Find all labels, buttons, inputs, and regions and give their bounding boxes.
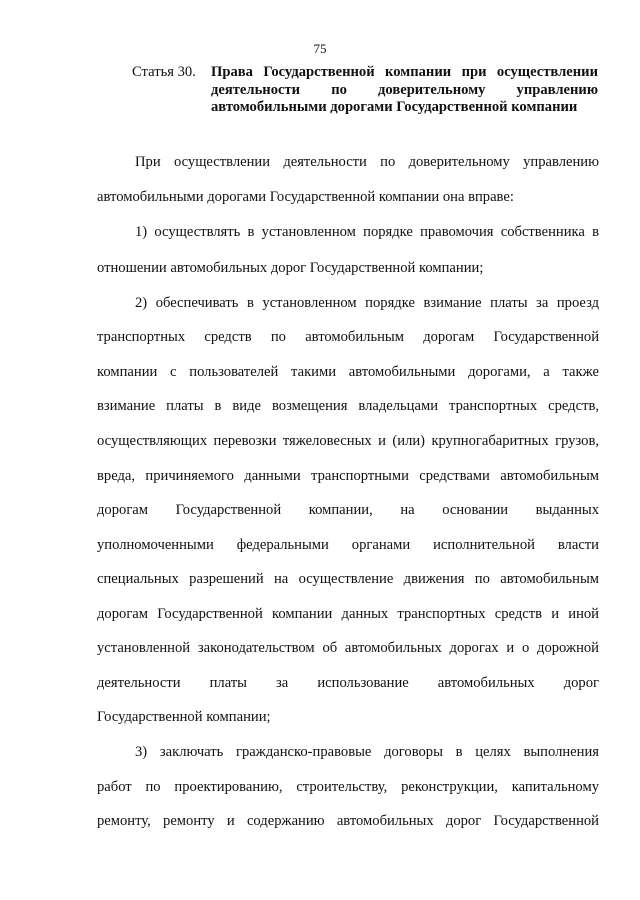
item-3-line: ремонту, ремонту и содержанию автомобильных дорог Государственной (97, 813, 599, 829)
item-1-line: отношении автомобильных дорог Государственной компании; (97, 260, 484, 276)
item-2-line: специальных разрешений на осуществление движения по автомобильным (97, 571, 599, 587)
item-1-line: 1) осуществлять в установленном порядке правомочия собственника в (135, 224, 599, 240)
item-2-line: осуществляющих перевозки тяжеловесных и (или) крупногабаритных грузов, (97, 433, 599, 449)
intro-paragraph-line: При осуществлении деятельности по доверительному управлению (135, 154, 599, 170)
item-2-line: взимание платы в виде возмещения владельцами транспортных средств, (97, 398, 599, 414)
article-title-line: автомобильными дорогами Государственной компании (211, 99, 578, 115)
article-number: Статья 30. (132, 64, 196, 80)
item-2-line: установленной законодательством об автомобильных дорогах и о дорожной (97, 640, 599, 656)
item-2-line: 2) обеспечивать в установленном порядке взимание платы за проезд (135, 295, 599, 311)
intro-paragraph-line: автомобильными дорогами Государственной компании она вправе: (97, 189, 514, 205)
item-2-line: Государственной компании; (97, 709, 271, 725)
item-3-line: 3) заключать гражданско-правовые договоры в целях выполнения (135, 744, 599, 760)
item-2-line: дорогам Государственной компании, на основании выданных (97, 502, 599, 518)
item-2-line: уполномоченными федеральными органами исполнительной власти (97, 537, 599, 553)
article-title-line: деятельности по доверительному управлению (211, 81, 598, 98)
item-2-line: вреда, причиняемого данными транспортными средствами автомобильным (97, 468, 599, 484)
page-number: 75 (313, 41, 327, 56)
item-2-line: компании с пользователей такими автомобильными дорогами, а также (97, 364, 599, 380)
item-2-line: дорогам Государственной компании данных транспортных средств и иной (97, 606, 599, 622)
item-2-line: деятельности платы за использование автомобильных дорог (97, 675, 599, 691)
article-title-line: Права Государственной компании при осуществлении (211, 64, 598, 80)
item-2-line: транспортных средств по автомобильным дорогам Государственной (97, 329, 599, 345)
item-3-line: работ по проектированию, строительству, реконструкции, капитальному (97, 779, 599, 795)
